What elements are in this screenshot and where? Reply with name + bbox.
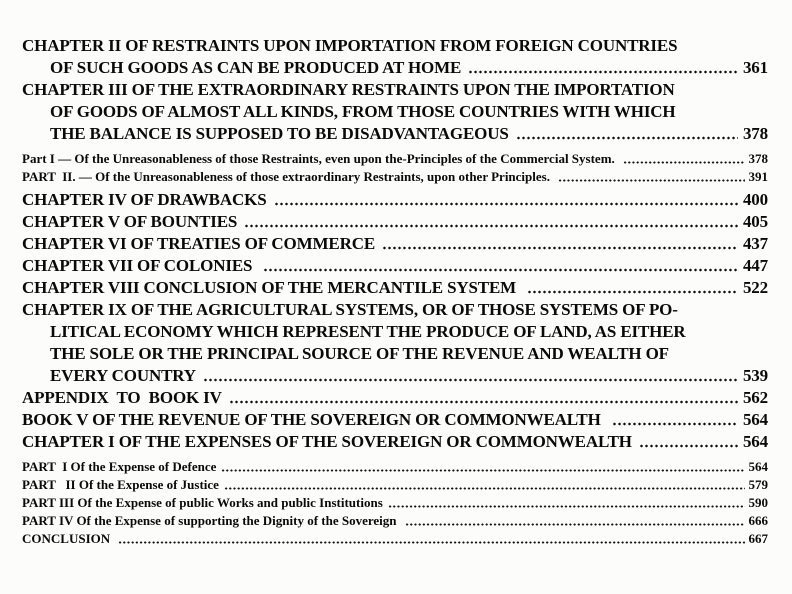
toc-entry-text: BOOK V OF THE REVENUE OF THE SOVEREIGN OR COMMONWEALTH bbox=[22, 410, 605, 429]
dot-leader bbox=[263, 255, 737, 277]
toc-entry-line bbox=[22, 255, 768, 277]
page-number: 437 bbox=[742, 234, 768, 253]
toc-entry bbox=[22, 255, 768, 277]
page-number: 378 bbox=[742, 124, 768, 143]
toc-entry bbox=[22, 299, 768, 387]
toc-entry-text: CHAPTER I OF THE EXPENSES OF THE SOVEREIGN OR COMMONWEALTH bbox=[22, 432, 632, 451]
dot-leader bbox=[527, 277, 738, 299]
toc-entry-line bbox=[22, 431, 768, 453]
toc-entry bbox=[22, 409, 768, 431]
toc-entry-text: OF GOODS OF ALMOST ALL KINDS, FROM THOSE COUNTRIES WITH WHICH bbox=[50, 102, 676, 121]
toc-entry-text: PART IV Of the Expense of supporting the Dignity of the Sovereign bbox=[22, 513, 400, 528]
dot-leader bbox=[118, 530, 744, 548]
toc-entry-text: OF SUCH GOODS AS CAN BE PRODUCED AT HOME bbox=[50, 58, 462, 77]
page-number: 361 bbox=[742, 58, 768, 77]
toc-entry-text: CHAPTER IX OF THE AGRICULTURAL SYSTEMS, OR OF THOSE SYSTEMS OF PO- bbox=[22, 300, 678, 319]
page-number: 391 bbox=[748, 169, 768, 184]
toc-entry bbox=[22, 512, 768, 530]
toc-entry bbox=[22, 277, 768, 299]
toc-entry bbox=[22, 35, 768, 79]
toc-entry-line bbox=[22, 168, 768, 186]
toc-entry bbox=[22, 79, 768, 145]
dot-leader bbox=[388, 494, 745, 512]
toc-entry-line bbox=[22, 189, 768, 211]
page-number: 562 bbox=[742, 388, 768, 407]
page-number: 667 bbox=[748, 531, 768, 546]
dot-leader bbox=[221, 458, 744, 476]
page-number: 564 bbox=[742, 432, 768, 451]
toc-entry-line bbox=[22, 321, 768, 343]
toc-entry-line bbox=[22, 277, 768, 299]
dot-leader bbox=[405, 512, 745, 530]
dot-leader bbox=[516, 123, 738, 145]
toc-entry-text: CHAPTER II OF RESTRAINTS UPON IMPORTATION FROM FOREIGN COUNTRIES bbox=[22, 36, 678, 55]
toc-entry-line bbox=[22, 79, 768, 101]
page-number: 400 bbox=[742, 190, 768, 209]
toc-entry-text: PART III Of the Expense of public Works and public Institutions bbox=[22, 495, 383, 510]
toc bbox=[22, 35, 768, 548]
toc-entry-text: THE BALANCE IS SUPPOSED TO BE DISADVANTAGEOUS bbox=[50, 124, 509, 143]
dot-leader bbox=[274, 189, 738, 211]
toc-entry-text: CHAPTER IV OF DRAWBACKS bbox=[22, 190, 267, 209]
page-number: 564 bbox=[742, 410, 768, 429]
page-number: 378 bbox=[748, 151, 768, 166]
toc-entry bbox=[22, 387, 768, 409]
toc-entry-text: CHAPTER VIII CONCLUSION OF THE MERCANTILE SYSTEM bbox=[22, 278, 521, 297]
toc-entry-text: CHAPTER III OF THE EXTRAORDINARY RESTRAINTS UPON THE IMPORTATION bbox=[22, 80, 675, 99]
dot-leader bbox=[382, 233, 738, 255]
toc-entry bbox=[22, 458, 768, 476]
page-number: 579 bbox=[748, 477, 768, 492]
toc-entry-line bbox=[22, 530, 768, 548]
toc-entry bbox=[22, 168, 768, 186]
dot-leader bbox=[229, 387, 738, 409]
dot-leader bbox=[623, 150, 744, 168]
page-number: 590 bbox=[748, 495, 768, 510]
toc-entry-line bbox=[22, 409, 768, 431]
toc-entry-line bbox=[22, 458, 768, 476]
toc-entry bbox=[22, 530, 768, 548]
toc-entry-text: CHAPTER V OF BOUNTIES bbox=[22, 212, 238, 231]
toc-entry bbox=[22, 431, 768, 453]
toc-entry bbox=[22, 476, 768, 494]
toc-entry-text: PART II Of the Expense of Justice bbox=[22, 477, 219, 492]
toc-entry-text: APPENDIX TO BOOK IV bbox=[22, 388, 222, 407]
page-number: 405 bbox=[742, 212, 768, 231]
dot-leader bbox=[558, 168, 744, 186]
toc-entry-line bbox=[22, 365, 768, 387]
toc-entry-line bbox=[22, 35, 768, 57]
page-number: 564 bbox=[748, 459, 768, 474]
page-number: 447 bbox=[742, 256, 768, 275]
dot-leader bbox=[639, 431, 738, 453]
toc-entry bbox=[22, 150, 768, 168]
dot-leader bbox=[468, 57, 738, 79]
toc-entry bbox=[22, 233, 768, 255]
dot-leader bbox=[203, 365, 738, 387]
toc-entry-text: EVERY COUNTRY bbox=[50, 366, 196, 385]
toc-entry-line bbox=[22, 211, 768, 233]
toc-entry-line bbox=[22, 233, 768, 255]
page-number: 522 bbox=[742, 278, 768, 297]
page-number: 539 bbox=[742, 366, 768, 385]
page-number: 666 bbox=[748, 513, 768, 528]
toc-entry-text: CONCLUSION bbox=[22, 531, 114, 546]
toc-entry-line bbox=[22, 494, 768, 512]
toc-entry-line bbox=[22, 123, 768, 145]
toc-entry bbox=[22, 494, 768, 512]
toc-entry-line bbox=[22, 387, 768, 409]
toc-entry-text: THE SOLE OR THE PRINCIPAL SOURCE OF THE REVENUE AND WEALTH OF bbox=[50, 344, 669, 363]
toc-entry-text: CHAPTER VI OF TREATIES OF COMMERCE bbox=[22, 234, 376, 253]
dot-leader bbox=[612, 409, 738, 431]
toc-entry-text: PART I Of the Expense of Defence bbox=[22, 459, 217, 474]
toc-entry-line bbox=[22, 299, 768, 321]
toc-entry-line bbox=[22, 343, 768, 365]
toc-entry-line bbox=[22, 101, 768, 123]
dot-leader bbox=[244, 211, 738, 233]
toc-entry-text: LITICAL ECONOMY WHICH REPRESENT THE PRODUCE OF LAND, AS EITHER bbox=[50, 322, 686, 341]
toc-entry bbox=[22, 189, 768, 211]
toc-entry-line bbox=[22, 150, 768, 168]
toc-entry-text: PART II. — Of the Unreasonableness of those extraordinary Restraints, upon other Principles. bbox=[22, 169, 554, 184]
toc-entry-text: Part I — Of the Unreasonableness of those Restraints, even upon the-Principles of the Commercial System. bbox=[22, 151, 619, 166]
toc-entry-line bbox=[22, 512, 768, 530]
toc-entry-text: CHAPTER VII OF COLONIES bbox=[22, 256, 257, 275]
toc-entry-line bbox=[22, 57, 768, 79]
dot-leader bbox=[224, 476, 745, 494]
toc-entry bbox=[22, 211, 768, 233]
toc-entry-line bbox=[22, 476, 768, 494]
